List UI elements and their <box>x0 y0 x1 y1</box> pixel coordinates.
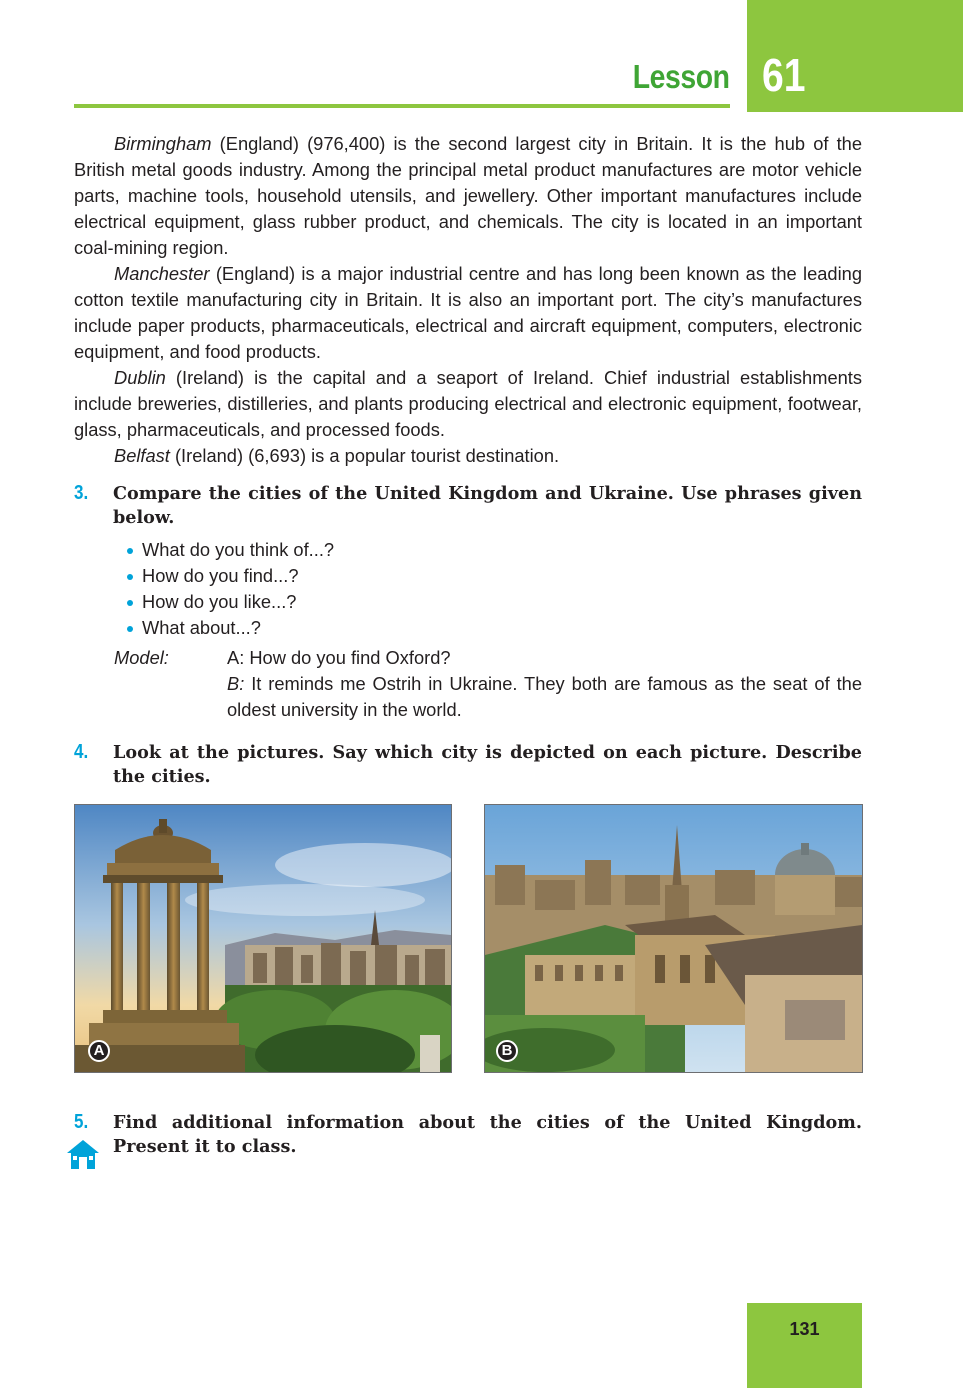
model-line-a: A: How do you find Oxford? <box>227 647 451 668</box>
paragraph-text: (England) (976,400) is the second largest city in Britain. It is the hub of the British metal goods industry. Among the principal metal product manufactures are motor vehicle parts, machine tools, household utensils, and jewellery. Other important manufactures include electrical equipment, glass rubber product, and chemicals. The city is located in an important coal-mining region. <box>74 133 862 258</box>
paragraph-manchester <box>74 261 862 365</box>
page-number: 131 <box>789 1319 820 1339</box>
model-label: Model: <box>114 647 169 668</box>
bullet-icon <box>127 600 133 606</box>
paragraph-dublin <box>74 365 862 443</box>
city-name: Birmingham <box>114 133 212 154</box>
task-number: 3. <box>74 482 89 504</box>
phrase-text: How do you like...? <box>142 591 297 612</box>
picture-badge-a: A <box>88 1040 110 1062</box>
phrase-text: What do you think of...? <box>142 539 335 560</box>
reading-text <box>74 131 862 469</box>
task-number: 5. <box>74 1111 89 1133</box>
paragraph-birmingham <box>74 131 862 261</box>
picture-badge-b: B <box>496 1040 518 1062</box>
phrase-list <box>127 537 334 641</box>
model-line-b <box>227 671 862 723</box>
city-photo-b <box>485 805 862 1072</box>
task-3 <box>74 482 862 530</box>
task-number: 4. <box>74 741 89 763</box>
bullet-icon <box>127 548 133 554</box>
paragraph-text: (Ireland) (6,693) is a popular tourist destination. <box>169 445 560 466</box>
picture-a <box>74 804 452 1073</box>
phrase-text: How do you find...? <box>142 565 299 586</box>
speaker-label: B: <box>227 673 245 694</box>
header-rule <box>74 104 730 108</box>
paragraph-text: (Ireland) is the capital and a seaport of Ireland. Chief industrial establishments include breweries, distilleries, and plants producing electrical and electronic equipment, footwear, glass, pharmaceuticals, and processed foods. <box>74 367 862 440</box>
model-dialogue <box>114 645 862 723</box>
list-item <box>127 537 334 563</box>
lesson-number: 61 <box>762 49 806 101</box>
list-item <box>127 615 334 641</box>
city-name: Manchester <box>114 263 210 284</box>
task-instruction: Find additional information about the cities of the United Kingdom. Present it to class. <box>113 1112 862 1157</box>
task-4 <box>74 741 862 789</box>
bullet-icon <box>127 626 133 632</box>
lesson-number-box <box>747 0 963 112</box>
bullet-icon <box>127 574 133 580</box>
paragraph-belfast <box>74 443 862 469</box>
task-instruction: Look at the pictures. Say which city is depicted on each picture. Describe the cities. <box>113 742 862 787</box>
city-name: Dublin <box>114 367 166 388</box>
picture-b <box>484 804 863 1073</box>
lesson-label: Lesson <box>633 58 730 95</box>
page-number-box <box>747 1303 862 1388</box>
task-5 <box>74 1111 862 1159</box>
list-item <box>127 589 334 615</box>
model-line-b-text: It reminds me Ostrih in Ukraine. They both are famous as the seat of the oldest university in the world. <box>227 673 862 720</box>
home-icon <box>66 1138 100 1170</box>
task-instruction: Compare the cities of the United Kingdom and Ukraine. Use phrases given below. <box>113 483 862 528</box>
phrase-text: What about...? <box>142 617 261 638</box>
list-item <box>127 563 334 589</box>
city-photo-a <box>75 805 451 1072</box>
paragraph-text: (England) is a major industrial centre and has long been known as the leading cotton textile manufacturing city in Britain. It is also an important port. The city’s manufactures include paper products, pharmaceuticals, electrical and aircraft equipment, computers, electronic equipment, and food products. <box>74 263 862 362</box>
city-name: Belfast <box>114 445 170 466</box>
